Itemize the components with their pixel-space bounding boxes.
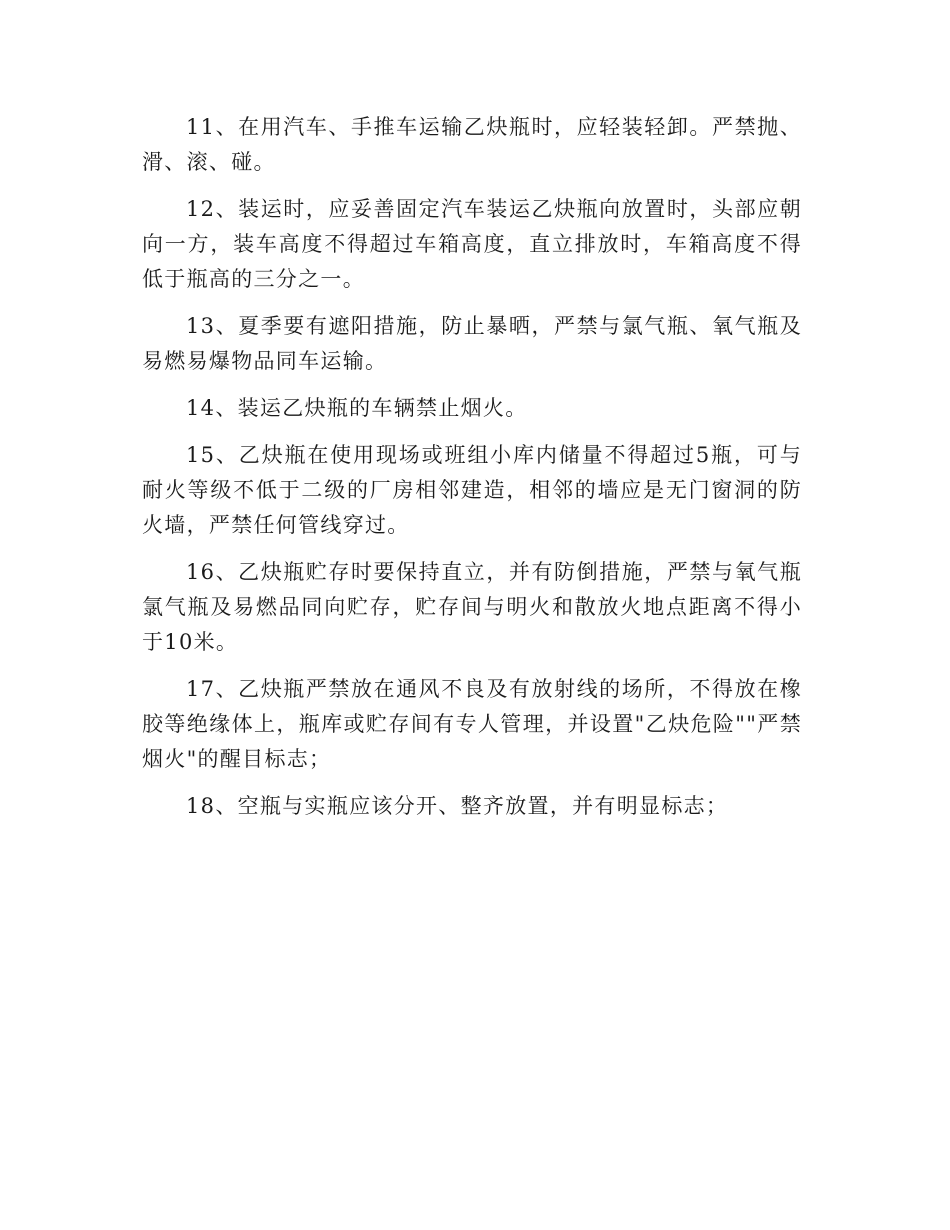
paragraph-18: 18、空瓶与实瓶应该分开、整齐放置，并有明显标志； (186, 794, 729, 818)
paragraph-15: 15、乙炔瓶在使用现场或班组小库内储量不得超过5瓶，可与耐火等级不低于二级的厂房相邻建造，相邻的墙应是无门窗洞的防火墙，严禁任何管线穿过。 (142, 443, 802, 537)
paragraph-13: 13、夏季要有遮阳措施，防止暴晒，严禁与氯气瓶、氧气瓶及易燃易爆物品同车运输。 (142, 314, 802, 373)
paragraph-17: 17、乙炔瓶严禁放在通风不良及有放射线的场所，不得放在橡胶等绝缘体上，瓶库或贮存间有专人管理，并设置"乙炔危险""严禁烟火"的醒目标志； (142, 677, 802, 771)
paragraph-14: 14、装运乙炔瓶的车辆禁止烟火。 (186, 396, 528, 420)
document-body (142, 110, 802, 836)
paragraph-16: 16、乙炔瓶贮存时要保持直立，并有防倒措施，严禁与氧气瓶氯气瓶及易燃品同向贮存，贮存间与明火和散放火地点距离不得小于10米。 (142, 560, 802, 654)
paragraph-11: 11、在用汽车、手推车运输乙炔瓶时，应轻装轻卸。严禁抛、滑、滚、碰。 (142, 115, 802, 174)
paragraph-12: 12、装运时，应妥善固定汽车装运乙炔瓶向放置时，头部应朝向一方，装车高度不得超过车箱高度，直立排放时，车箱高度不得低于瓶高的三分之一。 (142, 197, 802, 291)
